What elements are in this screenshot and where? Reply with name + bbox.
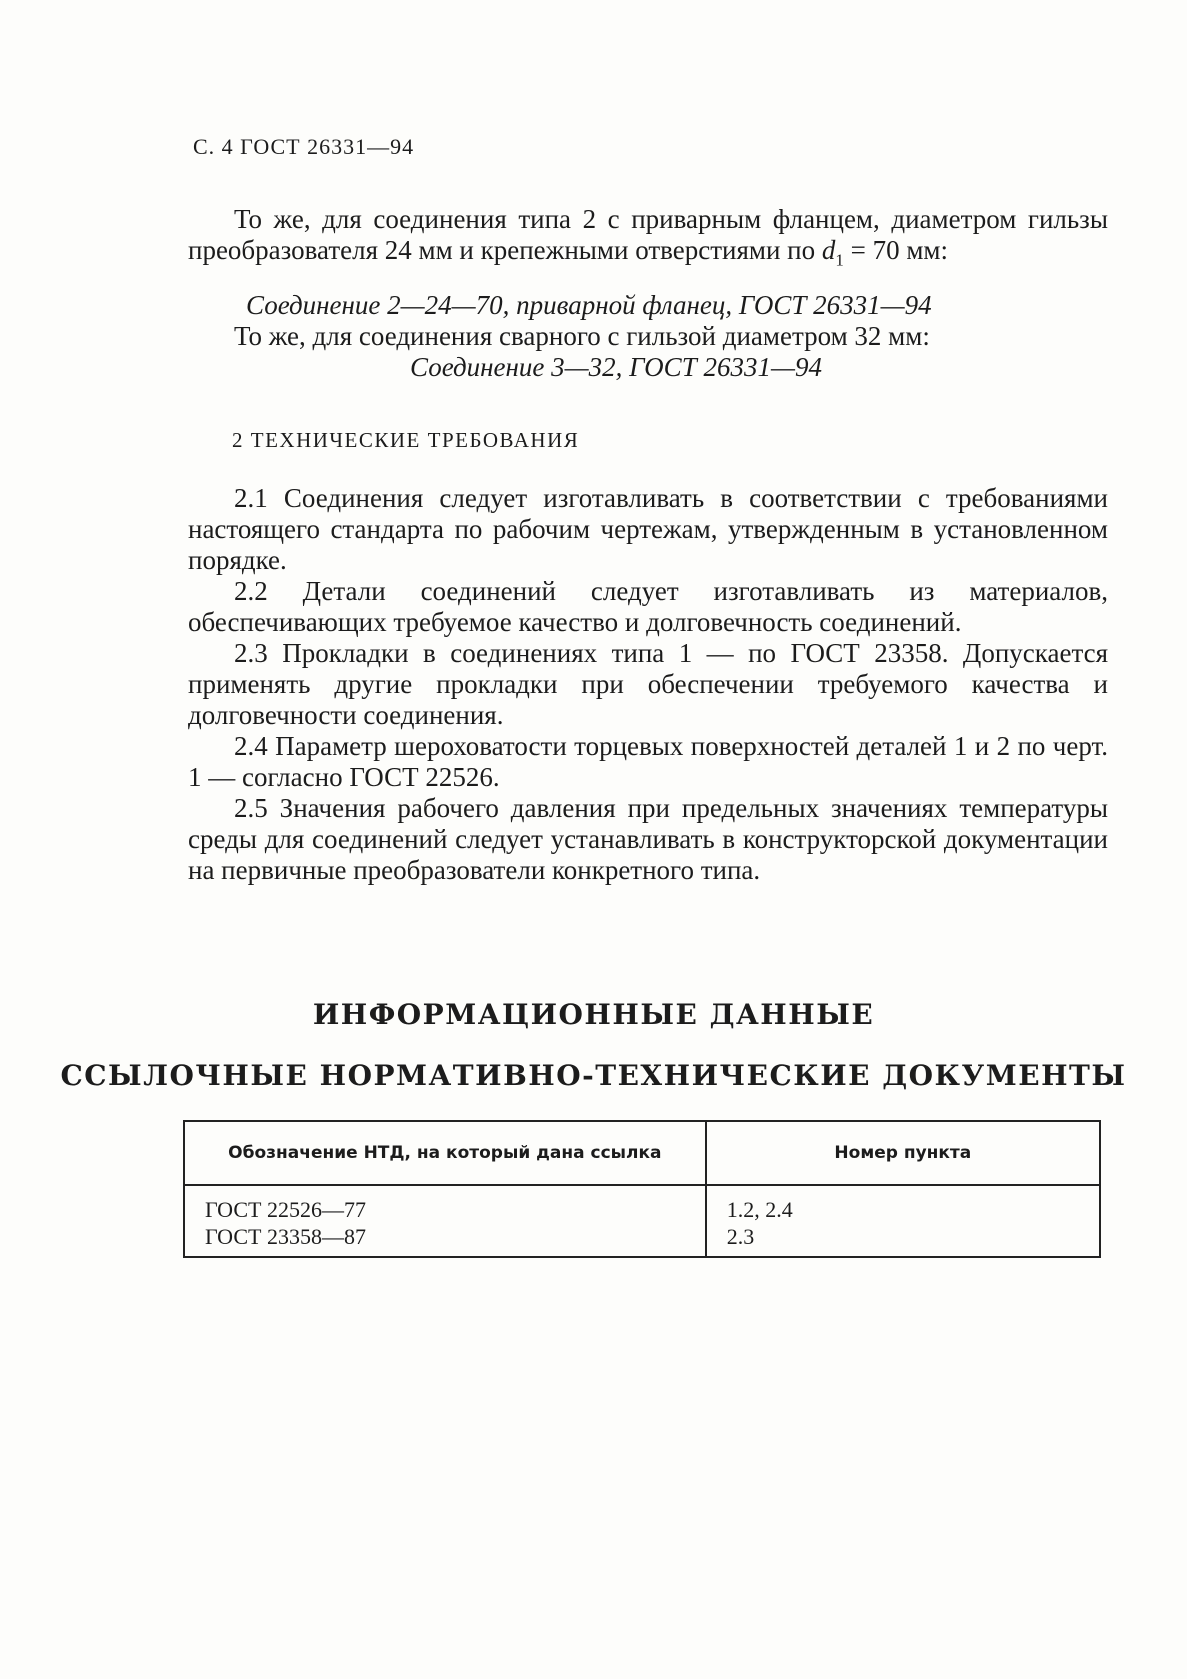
clause-2-3: 2.3 Прокладки в соединениях типа 1 — по ГОСТ 23358. Допускается применять другие прокладки при обеспечении требуемого качества и долговечности соединения. [188,638,1108,730]
section-heading: 2 ТЕХНИЧЕСКИЕ ТРЕБОВАНИЯ [232,428,580,452]
example-designation-1: Соединение 2—24—70, приварной фланец, ГОСТ 26331—94 [246,290,932,320]
clause-cell [706,1185,1100,1257]
variable-d: d [821,235,836,265]
intro-paragraph-1: То же, для соединения типа 2 с приварным фланцем, диаметром гильзы преобразователя 24 мм и крепежными отверстиями по $d_1 = 70$ мм: [188,204,1108,270]
subscript-1: 1 [835,250,844,270]
info-title: ИНФОРМАЦИОННЫЕ ДАННЫЕ [312,998,875,1031]
page-header: С. 4 ГОСТ 26331—94 [193,134,415,159]
designation-cell [184,1185,706,1257]
clause-2-5: 2.5 Значения рабочего давления при предельных значениях температуры среды для соединений следует устанавливать в конструкторской документации на первичные преобразователи конкретного типа. [188,793,1108,885]
info-subtitle: ССЫЛОЧНЫЕ НОРМАТИВНО-ТЕХНИЧЕСКИЕ ДОКУМЕНТЫ [60,1059,1127,1092]
example-designation-2: Соединение 3—32, ГОСТ 26331—94 [410,352,822,382]
header-clause-number: Номер пункта [706,1121,1100,1185]
doc-designation: ГОСТ 23358—87 [205,1224,366,1249]
clause-number: 1.2, 2.4 [726,1197,793,1222]
clause-number: 2.3 [726,1224,755,1249]
doc-designation: ГОСТ 22526—77 [205,1197,366,1222]
table-header-row [184,1121,1100,1185]
clause-2-2: 2.2 Детали соединений следует изготавливать из материалов, обеспечивающих требуемое качество и долговечность соединений. [188,576,1108,637]
table-row [184,1185,1100,1257]
intro-paragraph-2: То же, для соединения сварного с гильзой диаметром 32 мм: [234,321,930,351]
header-designation: Обозначение НТД, на который дана ссылка [184,1121,706,1185]
clause-2-4: 2.4 Параметр шероховатости торцевых поверхностей деталей 1 и 2 по черт. 1 — согласно ГОСТ 22526. [188,731,1108,792]
clause-2-1: 2.1 Соединения следует изготавливать в соответствии с требованиями настоящего стандарта по рабочим чертежам, утвержденным в установленном порядке. [188,483,1108,575]
references-table [183,1120,1101,1258]
